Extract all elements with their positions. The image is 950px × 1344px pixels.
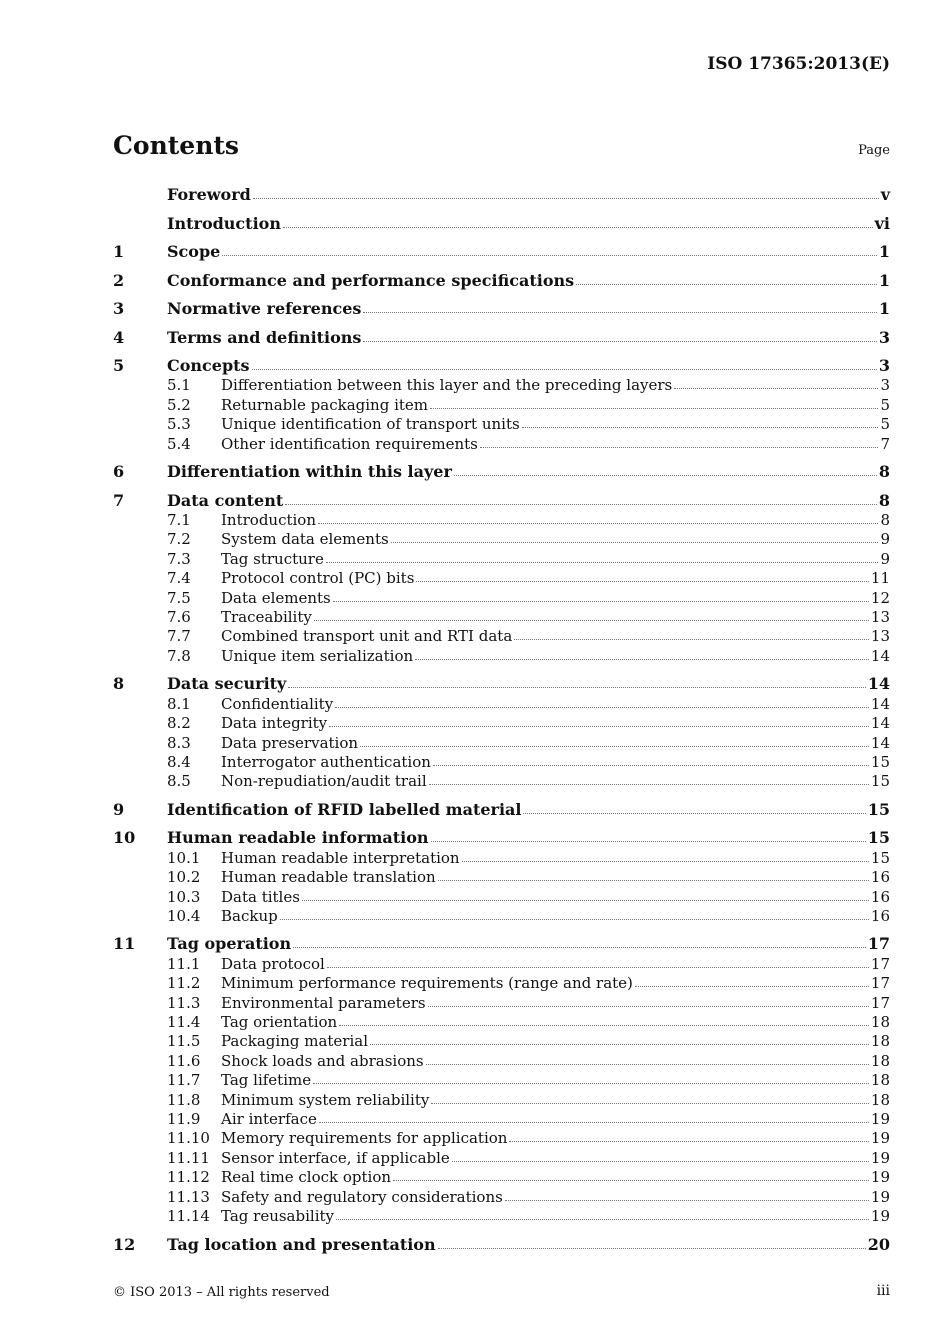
dot-leader [314, 620, 869, 621]
toc-entry-title[interactable]: Introduction [221, 511, 316, 529]
toc-entry[interactable] [113, 1234, 890, 1254]
toc-entry-title[interactable]: Tag orientation [221, 1013, 338, 1031]
toc-entry-title[interactable]: Other identification requirements [221, 434, 478, 453]
dot-leader [674, 388, 878, 389]
dot-leader [514, 639, 869, 640]
toc-entry-title[interactable]: Air interface [221, 1110, 317, 1128]
toc-entry-page: 17 [870, 993, 890, 1012]
toc-entry[interactable] [113, 587, 890, 607]
toc-entry[interactable] [113, 548, 890, 568]
toc-entry[interactable] [113, 847, 890, 867]
toc-entry-number: 8.2 [167, 714, 191, 733]
toc-entry-title[interactable]: Differentiation within this layer [167, 462, 452, 482]
toc-entry-page: 13 [870, 627, 890, 646]
toc-entry-number: 8.5 [167, 772, 191, 791]
toc-entry-number: 11 [113, 934, 136, 954]
toc-entry-title[interactable]: Concepts [167, 356, 250, 375]
toc-entry-page: 1 [878, 270, 890, 290]
dot-leader [429, 784, 869, 785]
toc-entry[interactable] [113, 732, 890, 752]
toc-entry[interactable] [113, 645, 890, 665]
toc-entry-page: 18 [870, 1032, 890, 1051]
toc-entry-title[interactable]: Human readable information [167, 828, 429, 848]
dot-leader [313, 1083, 869, 1084]
toc-entry-page: 12 [870, 588, 890, 607]
toc-entry-page: 14 [870, 694, 890, 713]
toc-entry-title[interactable]: Confidentiality [221, 694, 334, 713]
toc-entry-page: 19 [870, 1187, 890, 1206]
dot-leader [363, 341, 876, 342]
toc-entry-title[interactable]: Data integrity [221, 714, 328, 733]
toc-entry-page: 17 [870, 974, 890, 993]
toc-entry-page: 18 [870, 1013, 890, 1031]
dot-leader [285, 504, 877, 505]
toc-entry-number: 7.4 [167, 569, 191, 588]
dot-leader [428, 1006, 869, 1007]
toc-entry-number: 5.4 [167, 434, 191, 453]
toc-entry-number: 8.3 [167, 733, 191, 752]
toc-entry-number: 7.3 [167, 549, 191, 568]
toc-entry[interactable] [113, 461, 890, 481]
dot-leader [302, 900, 869, 901]
toc-entry-number: 11.3 [167, 993, 201, 1012]
toc-entry-page: 19 [870, 1110, 890, 1128]
toc-entry[interactable] [113, 953, 890, 973]
toc-entry-page: 14 [870, 733, 890, 752]
toc-entry-number: 5.1 [167, 376, 191, 395]
toc-entry-title[interactable]: Shock loads and abrasions [221, 1051, 424, 1070]
toc-entry[interactable] [113, 886, 890, 906]
toc-entry-title[interactable]: Interrogator authentication [221, 752, 431, 771]
dot-leader [416, 581, 869, 582]
toc-entry[interactable] [113, 1108, 890, 1128]
dot-leader [360, 746, 869, 747]
toc-entry-page: v [880, 185, 890, 204]
toc-entry-title[interactable]: Foreword [167, 185, 251, 204]
toc-entry[interactable] [113, 433, 890, 453]
toc-entry-number: 7.6 [167, 608, 191, 626]
toc-entry-number: 8.1 [167, 694, 191, 713]
toc-entry-page: 8 [880, 511, 890, 529]
toc-entry-page: 9 [880, 549, 890, 568]
toc-entry-page: 14 [870, 646, 890, 665]
toc-entry-page: 3 [878, 356, 890, 375]
toc-entry-title[interactable]: Unique item serialization [221, 646, 414, 665]
dot-leader [318, 523, 878, 524]
toc-entry-page: 1 [878, 299, 890, 318]
toc-entry-title[interactable]: Data content [167, 490, 284, 510]
dot-leader [326, 562, 879, 563]
toc-entry-page: 3 [878, 327, 890, 347]
dot-leader [431, 1103, 869, 1104]
toc-entry[interactable] [113, 1011, 890, 1031]
page-title: Contents [113, 131, 240, 160]
dot-leader [370, 1044, 869, 1045]
toc-entry-number: 11.7 [167, 1071, 201, 1090]
toc-entry[interactable] [113, 1127, 890, 1147]
toc-entry-page: 13 [870, 608, 890, 626]
toc-entry[interactable] [113, 606, 890, 626]
toc-entry-number: 11.2 [167, 974, 201, 993]
toc-entry[interactable] [113, 625, 890, 645]
toc-entry-number: 11.12 [167, 1168, 210, 1187]
toc-entry-number: 11.14 [167, 1207, 210, 1225]
toc-entry-number: 7.7 [167, 627, 191, 646]
toc-entry[interactable] [113, 241, 890, 261]
dot-leader [222, 255, 877, 256]
toc-entry-page: 15 [867, 799, 890, 819]
toc-entry-page: 18 [870, 1071, 890, 1090]
toc-entry-title[interactable]: Normative references [167, 299, 362, 318]
dot-leader [454, 475, 877, 476]
toc-entry[interactable] [113, 693, 890, 713]
toc-entry-page: 18 [870, 1090, 890, 1109]
dot-leader [523, 813, 865, 814]
toc-entry[interactable] [113, 1186, 890, 1206]
toc-entry-number: 2 [113, 270, 125, 290]
dot-leader [522, 427, 879, 428]
toc-entry-number: 11.9 [167, 1110, 201, 1128]
toc-entry-number: 6 [113, 462, 125, 482]
dot-leader [288, 687, 865, 688]
dot-leader [505, 1200, 869, 1201]
toc-entry-title[interactable]: Minimum performance requirements (range and rate) [221, 974, 633, 993]
dot-leader [283, 227, 873, 228]
toc-entry-page: 17 [867, 934, 890, 954]
dot-leader [327, 967, 869, 968]
toc-entry-title[interactable]: Traceability [221, 608, 312, 626]
toc-entry-number: 11.4 [167, 1013, 201, 1031]
toc-entry[interactable] [113, 866, 890, 886]
toc-entry-title[interactable]: Safety and regulatory considerations [221, 1187, 503, 1206]
toc-entry-title[interactable]: Packaging material [221, 1032, 369, 1051]
dot-leader [426, 1064, 869, 1065]
toc-entry[interactable] [113, 972, 890, 992]
dot-leader [391, 542, 879, 543]
toc-entry-page: 9 [880, 530, 890, 549]
toc-entry-title[interactable]: Data elements [221, 588, 331, 607]
toc-entry[interactable] [113, 1089, 890, 1109]
page-number: iii [876, 1283, 890, 1299]
toc-entry[interactable] [113, 992, 890, 1012]
toc-entry-number: 7.8 [167, 646, 191, 665]
toc-entry[interactable] [113, 509, 890, 529]
toc-entry-title[interactable]: Identification of RFID labelled material [167, 799, 522, 819]
toc-entry-number: 7 [113, 490, 125, 510]
toc-entry-title[interactable]: System data elements [221, 530, 389, 549]
toc-entry[interactable] [113, 827, 890, 847]
toc-entry[interactable] [113, 770, 890, 790]
toc-entry-title[interactable]: Protocol control (PC) bits [221, 569, 415, 588]
copyright-notice: © ISO 2013 – All rights reserved [113, 1285, 330, 1300]
toc-entry[interactable] [113, 1050, 890, 1070]
toc-entry-page: 16 [870, 906, 890, 925]
toc-entry-page: 19 [870, 1168, 890, 1187]
toc-entry[interactable] [113, 799, 890, 819]
toc-entry-page: 1 [878, 242, 890, 261]
toc-entry-number: 5.3 [167, 415, 191, 434]
toc-entry-title[interactable]: Terms and definitions [167, 327, 362, 347]
dot-leader [438, 880, 869, 881]
dot-leader [363, 312, 876, 313]
toc-entry-number: 11.13 [167, 1187, 210, 1206]
toc-entry-number: 12 [113, 1234, 136, 1254]
dot-leader [635, 986, 869, 987]
toc-entry[interactable] [113, 213, 890, 233]
page-column-label: Page [858, 143, 890, 158]
toc-entry-title[interactable]: Conformance and performance specifications [167, 270, 575, 290]
dot-leader [319, 1122, 869, 1123]
toc-entry-page: 17 [870, 954, 890, 973]
toc-entry[interactable] [113, 712, 890, 732]
toc-entry-number: 1 [113, 242, 125, 261]
toc-entry[interactable] [113, 394, 890, 414]
toc-entry[interactable] [113, 413, 890, 433]
toc-entry-title[interactable]: Memory requirements for application [221, 1129, 508, 1148]
toc-entry[interactable] [113, 528, 890, 548]
toc-entry-title[interactable]: Data preservation [221, 733, 359, 752]
toc-entry-title[interactable]: Minimum system reliability [221, 1090, 430, 1109]
toc-entry[interactable] [113, 1205, 890, 1225]
dot-leader [253, 198, 879, 199]
dot-leader [280, 919, 869, 920]
toc-entry[interactable] [113, 1030, 890, 1050]
toc-entry-title[interactable]: Human readable interpretation [221, 848, 460, 867]
toc-entry-number: 8 [113, 674, 125, 694]
dot-leader [433, 765, 869, 766]
dot-leader [393, 1180, 869, 1181]
toc-entry-page: 15 [870, 752, 890, 771]
toc-entry-title[interactable]: Sensor interface, if applicable [221, 1148, 450, 1167]
toc-entry-title[interactable]: Differentiation between this layer and the preceding layers [221, 376, 673, 395]
toc-entry-number: 8.4 [167, 752, 191, 771]
toc-entry-page: 16 [870, 868, 890, 887]
toc-entry[interactable] [113, 751, 890, 771]
dot-leader [576, 284, 877, 285]
toc-entry[interactable] [113, 184, 890, 204]
dot-leader [415, 659, 869, 660]
dot-leader [462, 861, 869, 862]
toc-entry-number: 10.4 [167, 906, 201, 925]
toc-entry-page: 16 [870, 887, 890, 906]
dot-leader [431, 841, 866, 842]
toc-entry-number: 11.11 [167, 1148, 210, 1167]
dot-leader [333, 601, 869, 602]
toc-entry[interactable] [113, 490, 890, 510]
toc-entry-page: vi [874, 213, 890, 233]
toc-entry-title[interactable]: Real time clock option [221, 1168, 392, 1187]
toc-entry-title[interactable]: Combined transport unit and RTI data [221, 627, 513, 646]
toc-entry-page: 20 [867, 1234, 890, 1254]
toc-entry-title[interactable]: Introduction [167, 213, 281, 233]
toc-entry-number: 10.2 [167, 868, 201, 887]
toc-entry[interactable] [113, 1069, 890, 1089]
toc-entry[interactable] [113, 327, 890, 347]
toc-entry-title[interactable]: Non-repudiation/audit trail [221, 772, 427, 791]
dot-leader [480, 447, 879, 448]
toc-entry-title[interactable]: Unique identification of transport units [221, 415, 520, 434]
toc-entry-title[interactable]: Data security [167, 674, 287, 694]
dot-leader [293, 947, 866, 948]
toc-entry-title[interactable]: Data titles [221, 887, 300, 906]
toc-entry-page: 14 [867, 674, 890, 694]
toc-entry[interactable] [113, 374, 890, 394]
toc-entry-page: 18 [870, 1051, 890, 1070]
toc-entry-page: 15 [870, 848, 890, 867]
toc-entry-number: 11.8 [167, 1090, 201, 1109]
toc-entry[interactable] [113, 270, 890, 290]
toc-entry-page: 11 [870, 569, 890, 588]
toc-entry-number: 11.5 [167, 1032, 201, 1051]
toc-entry-page: 8 [878, 462, 890, 482]
toc-entry-number: 5.2 [167, 395, 191, 414]
toc-entry-page: 5 [880, 415, 890, 434]
toc-entry-page: 7 [880, 434, 890, 453]
document-id: ISO 17365:2013(E) [707, 54, 890, 74]
dot-leader [329, 726, 869, 727]
toc-entry-page: 15 [870, 772, 890, 791]
toc-entry-number: 7.5 [167, 588, 191, 607]
toc-entry-page: 19 [870, 1148, 890, 1167]
toc-entry-number: 10.3 [167, 887, 201, 906]
toc-entry-number: 11.1 [167, 954, 201, 973]
toc-entry-number: 10 [113, 828, 136, 848]
toc-entry-number: 11.6 [167, 1051, 201, 1070]
dot-leader [335, 707, 869, 708]
toc-entry-number: 5 [113, 356, 125, 375]
toc-entry[interactable] [113, 298, 890, 318]
dot-leader [339, 1025, 869, 1026]
toc-entry-number: 7.1 [167, 511, 191, 529]
toc-entry-title[interactable]: Tag operation [167, 934, 292, 954]
toc-entry-number: 7.2 [167, 530, 191, 549]
dot-leader [430, 408, 878, 409]
toc-entry[interactable] [113, 567, 890, 587]
toc-entry-page: 19 [870, 1207, 890, 1225]
toc-entry-title[interactable]: Data protocol [221, 954, 325, 973]
toc-entry-number: 10.1 [167, 848, 201, 867]
toc-entry[interactable] [113, 673, 890, 693]
toc-entry-title[interactable]: Scope [167, 242, 221, 261]
toc-entry[interactable] [113, 1166, 890, 1186]
toc-entry[interactable] [113, 905, 890, 925]
toc-entry-page: 15 [867, 828, 890, 848]
toc-entry-title[interactable]: Environmental parameters [221, 993, 426, 1012]
toc-entry-title[interactable]: Tag lifetime [221, 1071, 312, 1090]
toc-entry[interactable] [113, 355, 890, 375]
toc-entry-title[interactable]: Tag reusability [221, 1207, 334, 1225]
toc-entry-number: 3 [113, 299, 125, 318]
toc-entry-number: 4 [113, 327, 125, 347]
toc-entry-title[interactable]: Human readable translation [221, 868, 436, 887]
toc-entry-page: 3 [880, 376, 890, 395]
toc-entry-title[interactable]: Tag structure [221, 549, 324, 568]
dot-leader [452, 1161, 869, 1162]
toc-entry-page: 14 [870, 714, 890, 733]
dot-leader [438, 1248, 866, 1249]
dot-leader [509, 1141, 868, 1142]
toc-entry-title[interactable]: Tag location and presentation [167, 1234, 436, 1254]
toc-entry[interactable] [113, 1147, 890, 1167]
toc-entry-page: 5 [880, 395, 890, 414]
toc-entry-page: 8 [878, 490, 890, 510]
toc-entry-number: 9 [113, 799, 125, 819]
dot-leader [252, 369, 877, 370]
toc-entry[interactable] [113, 933, 890, 953]
dot-leader [336, 1219, 869, 1220]
toc-entry-title[interactable]: Returnable packaging item [221, 395, 429, 414]
toc-entry-title[interactable]: Backup [221, 906, 278, 925]
toc-entry-page: 19 [870, 1129, 890, 1148]
toc-entry-number: 11.10 [167, 1129, 210, 1148]
